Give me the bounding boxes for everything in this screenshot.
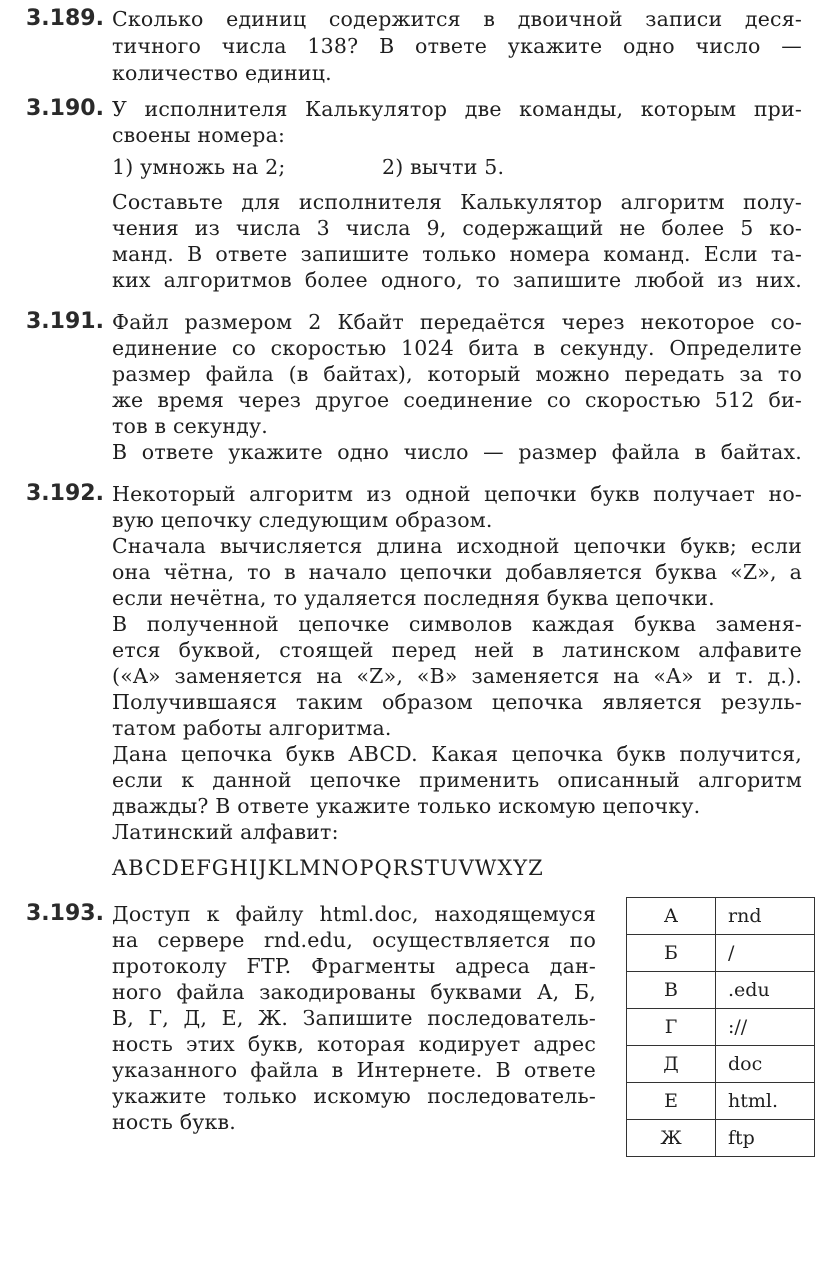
problem-text-line: если к данной цепочке применить описанный алгоритм <box>112 768 802 792</box>
problem-text-line: Некоторый алгоритм из одной цепочки букв получает но- <box>112 482 802 506</box>
code-letter: Е <box>627 1083 716 1120</box>
table-row <box>627 972 815 1009</box>
command-2: 2) вычти 5. <box>382 155 505 179</box>
problem-text-line: Получившаяся таким образом цепочка является резуль- <box>112 690 802 714</box>
problem-text-line: Составьте для исполнителя Калькулятор алгоритм полу- <box>112 190 802 214</box>
problem-text-line: если нечётна, то удаляется последняя буква цепочки. <box>112 586 715 610</box>
command-1: 1) умножь на 2; <box>112 155 286 179</box>
table-row <box>627 898 815 935</box>
problem-text-line: она чётна, то в начало цепочки добавляется буква «Z», а <box>112 560 802 584</box>
problem-text-line: ность букв. <box>112 1110 236 1134</box>
problem-text-line: количество единиц. <box>112 61 332 85</box>
problem-text-line: дважды? В ответе укажите только искомую цепочку. <box>112 794 701 818</box>
code-letter: В <box>627 972 716 1009</box>
problem-text-line: ется буквой, стоящей перед ней в латинском алфавите <box>112 638 802 662</box>
address-fragment: ftp <box>716 1120 815 1157</box>
problem-text-line: В ответе укажите одно число — размер файла в байтах. <box>112 440 802 464</box>
problem-number: 3.191. <box>26 309 104 334</box>
table-row <box>627 1009 815 1046</box>
problem-text-line: протоколу FTP. Фрагменты адреса дан- <box>112 954 596 978</box>
problem-text-line: Сначала вычисляется длина исходной цепочки букв; если <box>112 534 802 558</box>
problem-text-line: Дана цепочка букв ABCD. Какая цепочка букв получится, <box>112 742 802 766</box>
table-row <box>627 1046 815 1083</box>
code-letter: Г <box>627 1009 716 1046</box>
problem-text-line: Сколько единиц содержится в двоичной записи деся- <box>112 7 802 31</box>
problem-number: 3.192. <box>26 481 104 506</box>
problem-number: 3.193. <box>26 901 104 926</box>
problem-text-line: своены номера: <box>112 123 286 147</box>
code-letter: Д <box>627 1046 716 1083</box>
problem-number: 3.189. <box>26 6 104 31</box>
problem-text-line: («A» заменяется на «Z», «B» заменяется на «A» и т. д.). <box>112 664 802 688</box>
address-code-table <box>626 897 815 1157</box>
address-fragment: doc <box>716 1046 815 1083</box>
code-letter: А <box>627 898 716 935</box>
code-letter: Ж <box>627 1120 716 1157</box>
problem-text-line: укажите только искомую последователь- <box>112 1084 596 1108</box>
problem-text-line: В полученной цепочке символов каждая буква заменя- <box>112 612 802 636</box>
table-row <box>627 1083 815 1120</box>
address-fragment: rnd <box>716 898 815 935</box>
table-row <box>627 935 815 972</box>
problem-text-line: вую цепочку следующим образом. <box>112 508 493 532</box>
problem-text-line: Файл размером 2 Кбайт передаётся через некоторое со- <box>112 310 802 334</box>
problem-text-line: размер файла (в байтах), который можно передать за то <box>112 362 802 386</box>
problem-text-line: Латинский алфавит: <box>112 820 339 844</box>
address-fragment: / <box>716 935 815 972</box>
problem-text-line: В, Г, Д, Е, Ж. Запишите последователь- <box>112 1006 596 1030</box>
problem-text-line: ного файла закодированы буквами А, Б, <box>112 980 596 1004</box>
address-fragment: html. <box>716 1083 815 1120</box>
problem-number: 3.190. <box>26 96 104 121</box>
table-row <box>627 1120 815 1157</box>
problem-text-line: же время через другое соединение со скоростью 512 би- <box>112 388 802 412</box>
problem-text-line: единение со скоростью 1024 бита в секунду. Определите <box>112 336 802 360</box>
problem-text-line: Доступ к файлу html.doc, находящемуся <box>112 902 596 926</box>
problem-text-line: тов в секунду. <box>112 414 268 438</box>
address-fragment: .edu <box>716 972 815 1009</box>
problem-text-line: чения из числа 3 числа 9, содержащий не более 5 ко- <box>112 216 802 240</box>
problem-text-line: ких алгоритмов более одного, то запишите любой из них. <box>112 268 802 292</box>
problem-text-line: ность этих букв, которая кодирует адрес <box>112 1032 596 1056</box>
address-fragment: :// <box>716 1009 815 1046</box>
problem-text-line: татом работы алгоритма. <box>112 716 392 740</box>
problem-text-line: манд. В ответе запишите только номера команд. Если та- <box>112 242 802 266</box>
problem-text-line: У исполнителя Калькулятор две команды, которым при- <box>112 97 802 121</box>
code-letter: Б <box>627 935 716 972</box>
latin-alphabet: ABCDEFGHIJKLMNOPQRSTUVWXYZ <box>112 856 544 880</box>
problem-text-line: тичного числа 138? В ответе укажите одно число — <box>112 34 802 58</box>
problem-text-line: на сервере rnd.edu, осуществляется по <box>112 928 596 952</box>
problem-text-line: указанного файла в Интернете. В ответе <box>112 1058 596 1082</box>
